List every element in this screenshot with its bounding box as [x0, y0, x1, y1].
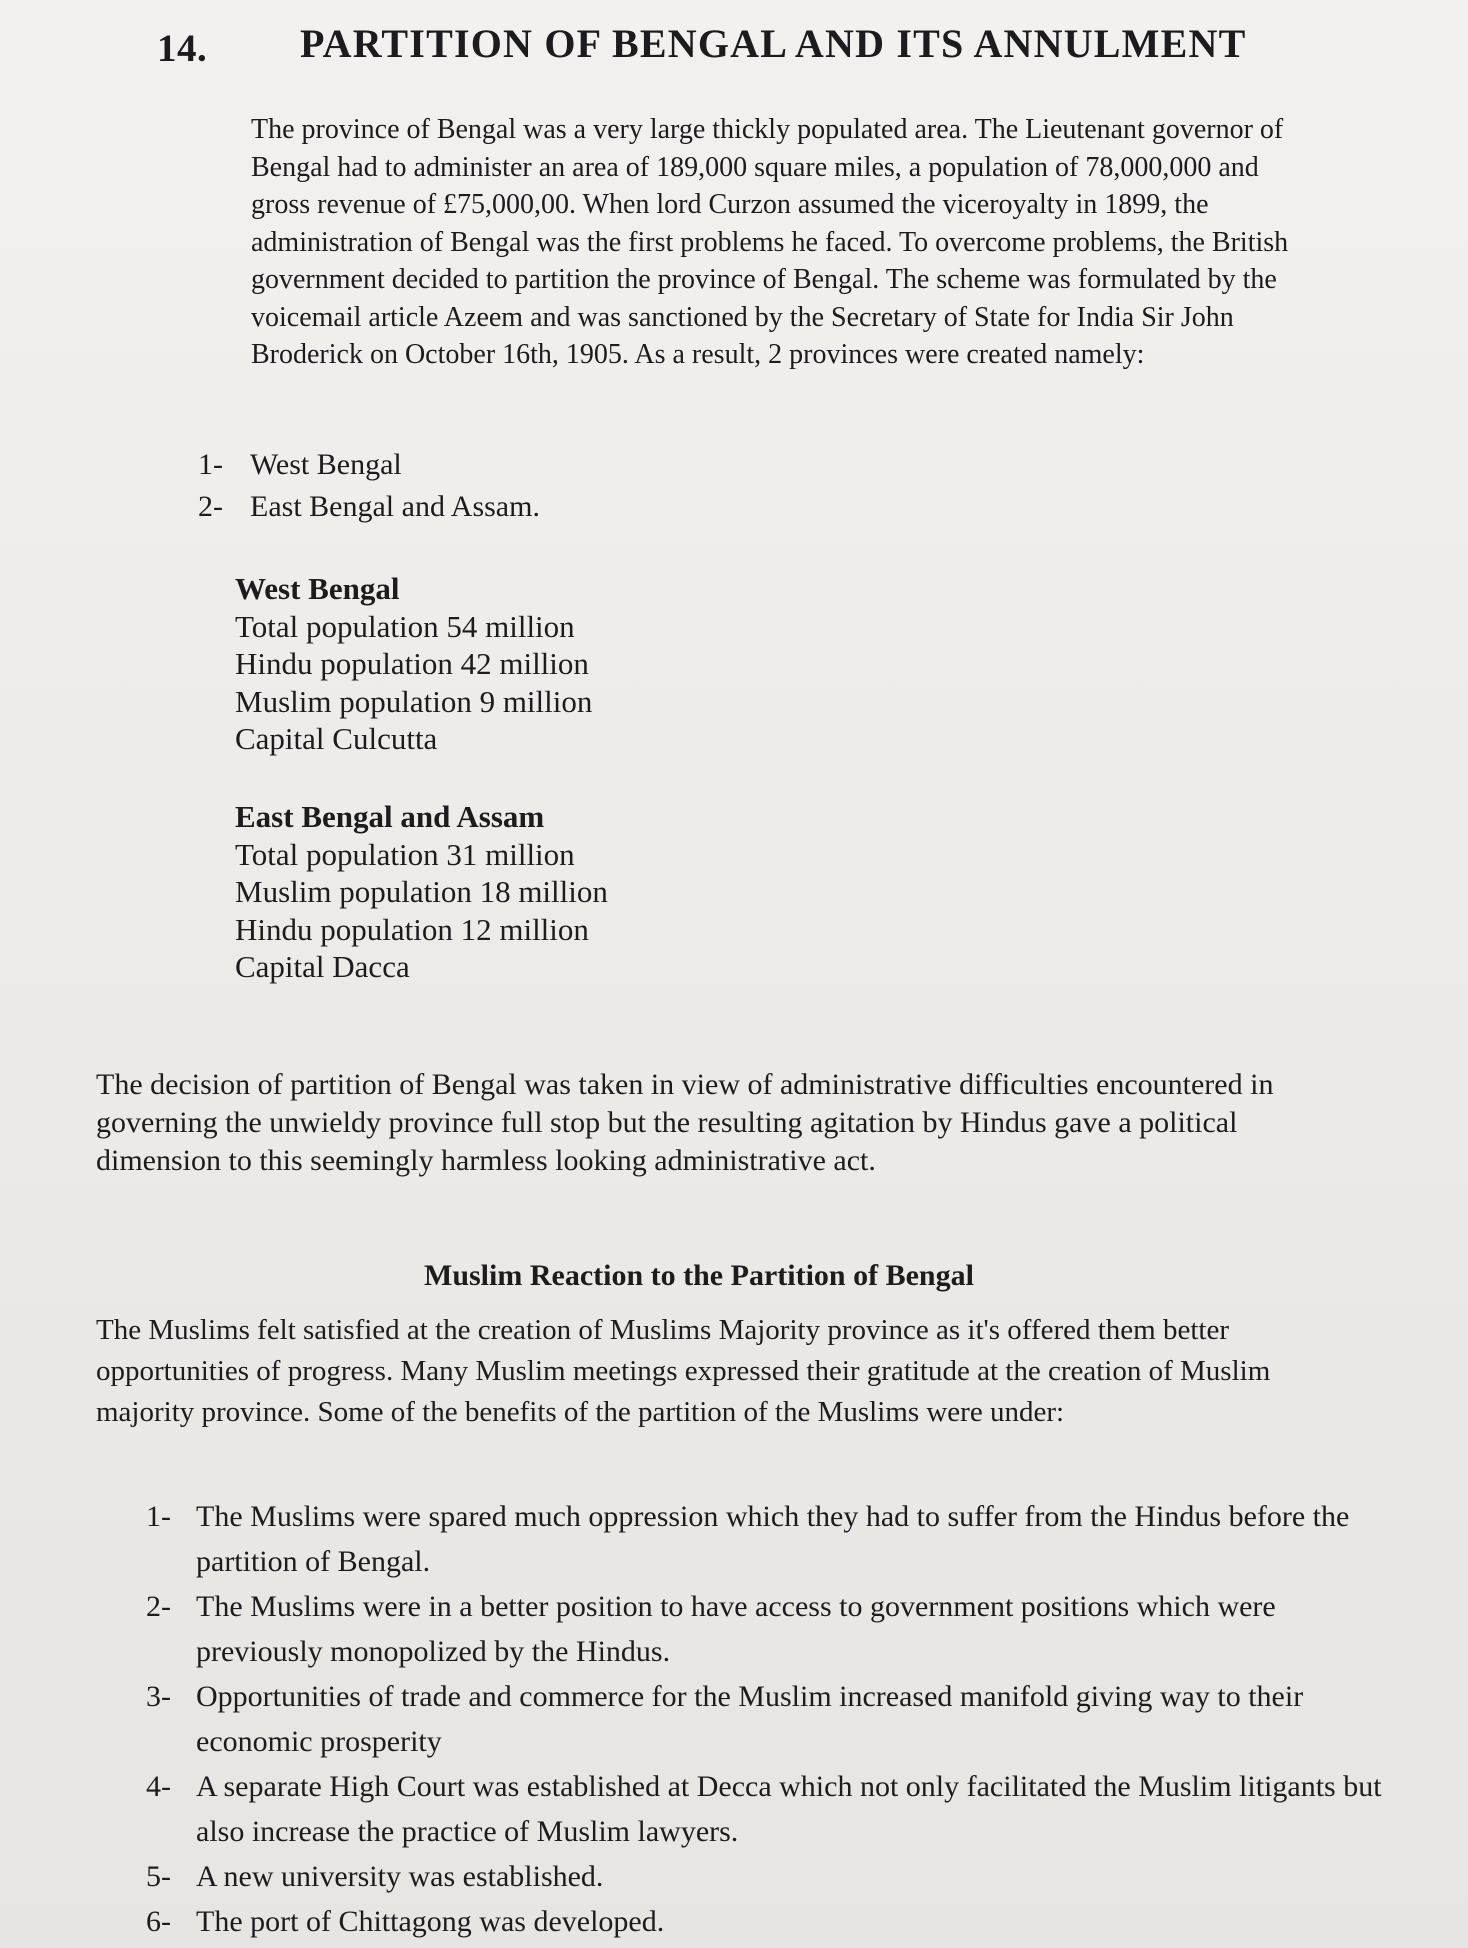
- decision-paragraph: The decision of partition of Bengal was taken in view of administrative difficulties encountered in governing the unwieldy province full stop but the resulting agitation by Hindus gave a political dimension to this seemingly harmless looking administrative act.: [96, 1068, 1274, 1177]
- list-item-text: West Bengal: [250, 448, 402, 481]
- region-line: Total population 54 million: [235, 608, 575, 644]
- section-heading: Muslim Reaction to the Partition of Bengal: [424, 1259, 974, 1292]
- list-item-number: 3-: [146, 1680, 171, 1713]
- provinces-list: [198, 444, 540, 528]
- region-title: West Bengal: [235, 571, 400, 606]
- list-item: [146, 1674, 1396, 1764]
- region-line: Capital Culcutta: [235, 721, 438, 756]
- region-title: East Bengal and Assam: [235, 799, 545, 834]
- list-item-number: 2-: [146, 1590, 171, 1623]
- list-item: [198, 444, 540, 486]
- region-line: Muslim population 18 million: [235, 874, 608, 909]
- region-line: Muslim population 9 million: [235, 683, 593, 719]
- east-bengal-block: [235, 798, 608, 986]
- list-item: [198, 486, 540, 528]
- list-item-text: A separate High Court was established at Decca which not only facilitated the Muslim litigants but also increase the practice of Muslim lawyers.: [196, 1770, 1382, 1848]
- intro-paragraph: The province of Bengal was a very large thickly populated area. The Lieutenant governor of Bengal had to administer an area of 189,000 square miles, a population of 78,000,000 and gross revenue of £75,000,00. When lord Curzon assumed the viceroyalty in 1899, the administration of Bengal was the first problems he faced. To overcome problems, the British government decided to partition the province of Bengal. The scheme was formulated by the voicemail article Azeem and was sanctioned by the Secretary of State for India Sir John Broderick on October 16th, 1905. As a result, 2 provinces were created namely:: [251, 114, 1289, 370]
- west-bengal-block: [235, 570, 592, 758]
- list-item: [146, 1899, 1396, 1944]
- chapter-number: 14.: [157, 27, 208, 70]
- list-item-number: 1-: [146, 1500, 171, 1533]
- list-item-text: Opportunities of trade and commerce for the Muslim increased manifold giving way to their economic prosperity: [196, 1680, 1304, 1758]
- list-item-text: The port of Chittagong was developed.: [196, 1905, 665, 1938]
- list-item: [146, 1764, 1396, 1854]
- benefits-list: [146, 1494, 1396, 1944]
- list-item-number: 4-: [146, 1770, 171, 1803]
- list-item: [146, 1584, 1396, 1674]
- region-line: Capital Dacca: [235, 949, 410, 984]
- region-line: Total population 31 million: [235, 836, 575, 872]
- list-item: [146, 1854, 1396, 1899]
- list-item-text: The Muslims were spared much oppression which they had to suffer from the Hindus before the partition of Bengal.: [196, 1500, 1350, 1578]
- reaction-paragraph: The Muslims felt satisfied at the creation of Muslims Majority province as it's offered them better opportunities of progress. Many Muslim meetings expressed their gratitude at the creation of Muslim majority province. Some of the benefits of the partition of the Muslims were under:: [96, 1314, 1271, 1428]
- list-item-text: The Muslims were in a better position to have access to government positions which were previously monopolized by the Hindus.: [196, 1590, 1276, 1668]
- list-item-number: 5-: [146, 1860, 171, 1893]
- list-item-number: 6-: [146, 1905, 171, 1938]
- list-item-text: East Bengal and Assam.: [250, 490, 540, 523]
- list-item-text: A new university was established.: [196, 1860, 604, 1893]
- list-item-number: 1-: [198, 448, 223, 481]
- region-line: Hindu population 42 million: [235, 646, 589, 681]
- chapter-title: PARTITION OF BENGAL AND ITS ANNULMENT: [300, 21, 1247, 66]
- list-item-number: 2-: [198, 490, 223, 523]
- list-item: [146, 1494, 1396, 1584]
- region-line: Hindu population 12 million: [235, 911, 589, 947]
